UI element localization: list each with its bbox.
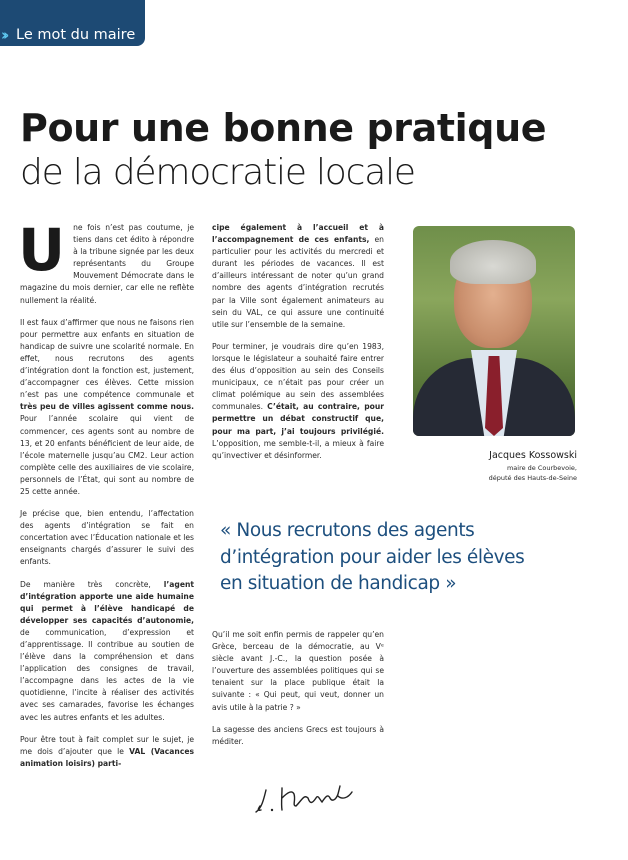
paragraph: cipe également à l’accueil et à l’accompagnement de ces enfants, en particulier pour les activités du mercredi et durant les périodes de vacances. Il est d’ailleurs intéressant de noter qu’un grand nombre des agents d’intégration recrutés par la Ville sont également animateurs au sein du VAL, ce qui assure une continuité utile sur l’ensemble de la semaine. — [212, 223, 384, 329]
paragraph: Pour terminer, je voudrais dire qu’en 1983, lorsque le législateur a souhaité faire entrer des élus d’opposition au sein des Conseils municipaux, ce n’était pas pour créer un climat polémique au sein des assemblées communales. C’était, au contraire, pour permettre un débat constructif que, pour ma part, j’ai toujours privilégié. L’opposition, me semble-t-il, a mieux à faire qu’invectiver et désinformer. — [212, 341, 384, 460]
section-rubric — [0, 0, 145, 46]
pull-quote — [220, 518, 620, 598]
article-column-2 — [212, 222, 384, 472]
paragraph: Pour être tout à fait complet sur le sujet, je me dois d’ajouter que le VAL (Vacances animation loisirs) parti- — [20, 734, 194, 768]
headline-line-2: de la démocratie locale — [20, 152, 415, 193]
pull-quote-line: en situation de handicap » — [220, 573, 457, 594]
pull-quote-line: d’intégration pour aider les élèves — [220, 546, 525, 568]
paragraph: ne fois n’est pas coutume, je tiens dans cet édito à répondre à la tribune signée par les deux représentants du Groupe Mouvement Démocrate dans le magazine du mois dernier, car elle ne reflète nullement la réalité. — [20, 223, 194, 305]
photo-caption-name: Jacques Kossowski — [489, 450, 577, 461]
paragraph: Je précise que, bien entendu, l’affectation des agents d’intégration se fait en concertation avec l’Éducation nationale et les enseignants chargés d’assurer le suivi des enfants. — [20, 509, 195, 567]
paragraph: La sagesse des anciens Grecs est toujours à méditer. — [212, 724, 384, 746]
drop-cap: U — [18, 216, 66, 284]
paragraph: Qu’il me soit enfin permis de rappeler qu’en Grèce, berceau de la démocratie, au Vᵉ siècle avant J.-C., la question posée à l’ouverture des assemblées politiques qui se tenaient sur la place publique était la suivante : « Qui peut, qui veut, donner un avis utile à la patrie ? » — [212, 630, 384, 712]
mayor-portrait-photo — [413, 226, 575, 436]
paragraph: De manière très concrète, l’agent d’intégration apporte une aide humaine qui permet à l’élève handicapé de développer ses capacités d’autonomie, de communication, d’expression et d’apprentissage. Il contribue au soutien de l’élève dans la compréhension et dans l’application des consignes de travail, l’accompagne dans les actes de la vie quotidienne, l’incite à réaliser des activités avec ses camarades, favorise les échanges avec les autres enfants et les adultes. — [20, 579, 194, 722]
pull-quote-line: « Nous recrutons des agents — [220, 520, 475, 541]
chevrons-right-icon: ›› — [1, 26, 6, 44]
article-column-3 — [212, 629, 384, 758]
mayor-signature — [252, 782, 362, 818]
headline-line-1: Pour une bonne pratique — [20, 106, 547, 150]
photo-caption-role: maire de Courbevoie, député des Hauts-de-Seine — [488, 464, 577, 482]
paragraph: Il est faux d’affirmer que nous ne faisons rien pour permettre aux enfants en situation de handicap de suivre une scolarité normale. En effet, nous recrutons des agents d’intégration dont la fonction est, justement, d’accompagner ces élèves. Cette mission n’est pas une compétence communale et très peu de villes agissent comme nous. Pour l’année scolaire qui vient de commencer, ces agents sont au nombre de 13, et 20 enfants bénéficient de leur aide, de l’école maternelle jusqu’au CM2. Leur action complète celle des auxiliaires de vie scolaire, personnels de l’État, qui sont au nombre de 25 cette année. — [20, 317, 194, 496]
section-label: Le mot du maire — [16, 27, 136, 43]
article-column-1 — [18, 216, 195, 780]
